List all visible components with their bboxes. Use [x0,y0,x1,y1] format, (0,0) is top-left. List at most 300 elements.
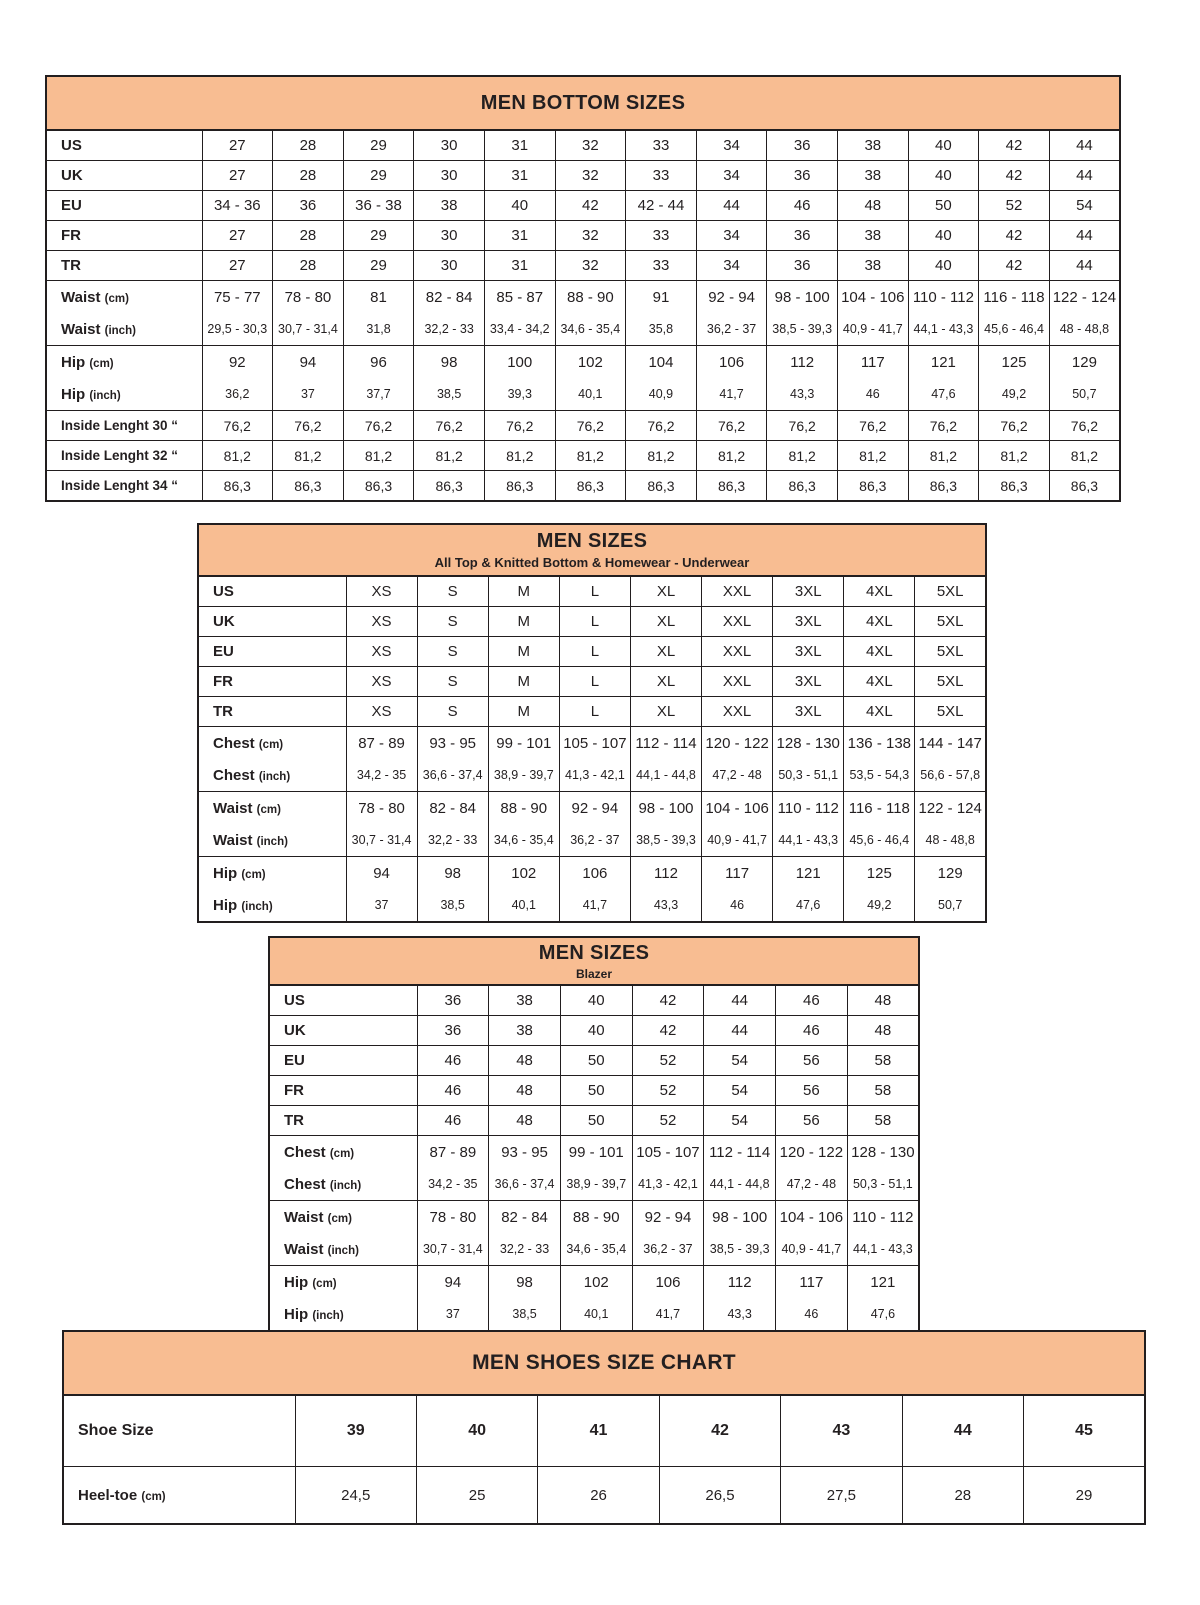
row-label-text: FR [213,673,233,690]
value-cell: 32 [555,251,626,281]
men-bottom-sizes-table [45,75,1121,502]
value-cell: 44 [902,1395,1023,1467]
value-cell: 50,7 [1049,378,1120,411]
row-label-text: Waist [61,320,105,338]
table-row [269,1046,919,1076]
value-cell: 86,3 [696,471,767,502]
value-cell: 112 [630,857,701,890]
value-cell: 30,7 - 31,4 [417,1233,489,1266]
value-cell: 34 - 36 [202,191,273,221]
value-cell: 86,3 [1049,471,1120,502]
table-row [269,1233,919,1266]
value-cell: 33 [626,251,697,281]
value-cell: 38 [837,221,908,251]
value-cell: 76,2 [273,411,344,441]
men-shoes-size-chart-header [63,1331,1145,1395]
value-cell: 30 [414,221,485,251]
table-row [269,1168,919,1201]
value-cell: 38,5 [417,889,488,922]
value-cell: 46 [702,889,773,922]
value-cell: 27,5 [781,1467,902,1525]
value-cell: 47,2 - 48 [776,1168,848,1201]
value-cell: 33 [626,221,697,251]
table-row [269,1298,919,1331]
row-group [46,281,1120,346]
value-cell: 52 [632,1106,704,1136]
value-cell: 44,1 - 43,3 [908,313,979,346]
row-label [46,313,202,346]
row-label-text: US [213,583,234,600]
value-cell: 3XL [773,697,844,727]
value-cell: 44,1 - 44,8 [630,759,701,792]
table-row [198,697,986,727]
value-cell: 43,3 [767,378,838,411]
value-cell: 54 [1049,191,1120,221]
value-cell: 3XL [773,667,844,697]
value-cell: 29 [343,161,414,191]
value-cell: 120 - 122 [776,1136,848,1169]
row-group [63,1467,1145,1525]
row-group [198,792,986,857]
value-cell: 78 - 80 [273,281,344,314]
row-label-unit: (cm) [141,1490,166,1503]
value-cell: 40 [908,161,979,191]
value-cell: 46 [417,1076,489,1106]
row-label [46,191,202,221]
value-cell: 128 - 130 [847,1136,919,1169]
value-cell: 36 - 38 [343,191,414,221]
row-label-unit: (inch) [329,1179,362,1192]
table-row [198,637,986,667]
value-cell: 50 [560,1046,632,1076]
value-cell: 49,2 [979,378,1050,411]
value-cell: 24,5 [295,1467,416,1525]
value-cell: 40 [484,191,555,221]
value-cell: 76,2 [626,411,697,441]
value-cell: 121 [908,346,979,379]
men-sizes-blazer-subtitle: Blazer [575,966,613,981]
men-bottom-sizes-header [46,76,1120,130]
value-cell: 44 [696,191,767,221]
row-label-text: UK [61,167,83,184]
value-cell: 87 - 89 [417,1136,489,1169]
value-cell: 29 [343,130,414,161]
value-cell: 43 [781,1395,902,1467]
value-cell: 29,5 - 30,3 [202,313,273,346]
row-label [269,1076,417,1106]
value-cell: 110 - 112 [847,1201,919,1234]
value-cell: 121 [847,1266,919,1299]
men-sizes-blazer-table [268,936,920,1332]
value-cell: 41,3 - 42,1 [559,759,630,792]
row-label-unit: (inch) [104,324,136,337]
value-cell: 28 [273,130,344,161]
row-label [46,441,202,471]
value-cell: 31 [484,161,555,191]
value-cell: 54 [704,1106,776,1136]
row-label [198,792,346,825]
row-label-unit: (cm) [327,1212,352,1225]
row-label-text: TR [284,1112,304,1129]
row-label-text: Hip [213,896,242,914]
value-cell: 45 [1024,1395,1145,1467]
value-cell: 92 - 94 [696,281,767,314]
row-label-unit: (cm) [241,868,266,881]
table-row [46,313,1120,346]
row-group [269,985,919,1016]
value-cell: XXL [702,576,773,607]
value-cell: 48 [847,985,919,1016]
value-cell: 86,3 [555,471,626,502]
value-cell: 40 [560,1016,632,1046]
value-cell: 106 [559,857,630,890]
row-label [198,889,346,922]
value-cell: 34,2 - 35 [417,1168,489,1201]
value-cell: 43,3 [630,889,701,922]
value-cell: 27 [202,251,273,281]
row-label-text: US [61,137,82,154]
value-cell: 41,7 [559,889,630,922]
row-group [198,697,986,727]
value-cell: 40 [908,130,979,161]
row-label [198,857,346,890]
row-label-unit: (inch) [312,1309,344,1322]
value-cell: 40,9 - 41,7 [702,824,773,857]
row-label-text: Inside Lenght 34 “ [61,478,179,493]
value-cell: 117 [702,857,773,890]
value-cell: 48 [489,1106,561,1136]
value-cell: S [417,697,488,727]
value-cell: 42 [659,1395,780,1467]
value-cell: 27 [202,130,273,161]
value-cell: 49,2 [844,889,915,922]
value-cell: 37 [273,378,344,411]
value-cell: 38 [489,985,561,1016]
row-label-text: UK [284,1022,306,1039]
value-cell: 30,7 - 31,4 [346,824,417,857]
value-cell: 30 [414,161,485,191]
table-row [46,130,1120,161]
table-row [46,191,1120,221]
table-row [198,727,986,760]
value-cell: 116 - 118 [979,281,1050,314]
row-label-text: Waist [61,288,105,306]
row-label-text: FR [284,1082,304,1099]
value-cell: 34,6 - 35,4 [488,824,559,857]
value-cell: 46 [767,191,838,221]
row-label-text: Hip [213,864,242,882]
value-cell: 76,2 [484,411,555,441]
value-cell: 46 [417,1106,489,1136]
value-cell: 129 [915,857,986,890]
table-row [269,1201,919,1234]
value-cell: 40,9 [626,378,697,411]
value-cell: 33,4 - 34,2 [484,313,555,346]
value-cell: 42 [979,130,1050,161]
value-cell: 121 [773,857,844,890]
value-cell: 36 [273,191,344,221]
row-label-text: Chest [213,766,259,784]
men-sizes-blazer-header [269,937,919,985]
value-cell: 94 [346,857,417,890]
value-cell: 4XL [844,637,915,667]
value-cell: 33 [626,161,697,191]
value-cell: 94 [273,346,344,379]
value-cell: 98 [417,857,488,890]
row-label-unit: (inch) [89,389,121,402]
value-cell: 45,6 - 46,4 [979,313,1050,346]
value-cell: 136 - 138 [844,727,915,760]
value-cell: 125 [844,857,915,890]
value-cell: 76,2 [1049,411,1120,441]
row-label [198,576,346,607]
value-cell: 5XL [915,637,986,667]
row-group [46,191,1120,221]
value-cell: 47,6 [773,889,844,922]
row-label-text: Inside Lenght 30 “ [61,418,179,433]
value-cell: 92 - 94 [559,792,630,825]
value-cell: 81,2 [273,441,344,471]
value-cell: 50,3 - 51,1 [847,1168,919,1201]
row-label [198,824,346,857]
value-cell: 82 - 84 [414,281,485,314]
value-cell: 36,2 - 37 [632,1233,704,1266]
value-cell: 81,2 [484,441,555,471]
value-cell: S [417,667,488,697]
value-cell: 5XL [915,607,986,637]
value-cell: 42 [979,161,1050,191]
value-cell: 86,3 [273,471,344,502]
value-cell: 52 [979,191,1050,221]
value-cell: 102 [555,346,626,379]
value-cell: 81,2 [979,441,1050,471]
value-cell: 44 [704,1016,776,1046]
row-group [46,130,1120,161]
value-cell: 117 [837,346,908,379]
row-group [198,607,986,637]
value-cell: 38 [837,130,908,161]
value-cell: 54 [704,1076,776,1106]
value-cell: XXL [702,607,773,637]
value-cell: 32 [555,221,626,251]
value-cell: 42 [979,221,1050,251]
table-row [269,1106,919,1136]
value-cell: 128 - 130 [773,727,844,760]
row-label-text: Waist [213,831,257,849]
value-cell: 40 [560,985,632,1016]
row-label [198,727,346,760]
value-cell: 40,9 - 41,7 [837,313,908,346]
row-group [198,637,986,667]
value-cell: 81,2 [767,441,838,471]
value-cell: 31 [484,130,555,161]
row-label [46,346,202,379]
men-bottom-sizes-title: MEN BOTTOM SIZES [480,91,686,114]
row-label [63,1467,295,1525]
value-cell: 144 - 147 [915,727,986,760]
value-cell: 98 [414,346,485,379]
table-row [63,1467,1145,1525]
value-cell: 104 [626,346,697,379]
value-cell: 36,2 [202,378,273,411]
value-cell: 36,2 - 37 [696,313,767,346]
value-cell: 56 [776,1076,848,1106]
value-cell: 94 [417,1266,489,1299]
row-group [46,221,1120,251]
men-sizes-top-title: MEN SIZES [536,530,648,552]
value-cell: 52 [632,1046,704,1076]
table-row [46,441,1120,471]
table-row [198,824,986,857]
row-label [198,697,346,727]
table-row [198,576,986,607]
value-cell: 26 [538,1467,659,1525]
value-cell: 40 [908,251,979,281]
value-cell: S [417,637,488,667]
value-cell: 45,6 - 46,4 [844,824,915,857]
men-sizes-blazer-title: MEN SIZES [538,941,650,964]
value-cell: 86,3 [979,471,1050,502]
value-cell: 38,5 [414,378,485,411]
value-cell: XL [630,637,701,667]
value-cell: 36 [767,251,838,281]
row-label [46,471,202,502]
value-cell: 36 [767,221,838,251]
value-cell: 32,2 - 33 [489,1233,561,1266]
row-label [269,1106,417,1136]
men-sizes-top-table [197,523,987,923]
value-cell: 100 [484,346,555,379]
value-cell: M [488,637,559,667]
table-row [46,161,1120,191]
row-label [46,161,202,191]
value-cell: 43,3 [704,1298,776,1331]
value-cell: 76,2 [343,411,414,441]
table-row [269,985,919,1016]
value-cell: L [559,607,630,637]
table-row [198,759,986,792]
value-cell: 129 [1049,346,1120,379]
value-cell: M [488,697,559,727]
value-cell: 76,2 [696,411,767,441]
row-label-text: EU [284,1052,305,1069]
row-label [198,759,346,792]
value-cell: 122 - 124 [1049,281,1120,314]
value-cell: 36,2 - 37 [559,824,630,857]
value-cell: XL [630,607,701,637]
value-cell: 42 [632,1016,704,1046]
value-cell: 105 - 107 [632,1136,704,1169]
value-cell: 46 [776,1016,848,1046]
value-cell: XXL [702,697,773,727]
value-cell: 48 - 48,8 [915,824,986,857]
row-label-text: UK [213,613,235,630]
row-label-text: Hip [61,385,90,403]
value-cell: 29 [1024,1467,1145,1525]
row-label-unit: (cm) [89,357,114,370]
value-cell: 3XL [773,637,844,667]
value-cell: 56,6 - 57,8 [915,759,986,792]
row-label-text: TR [213,703,233,720]
row-group [269,1046,919,1076]
row-label-unit: (cm) [312,1277,337,1290]
row-label [269,1233,417,1266]
value-cell: 34 [696,130,767,161]
row-label [46,411,202,441]
value-cell: 47,6 [847,1298,919,1331]
value-cell: 78 - 80 [417,1201,489,1234]
value-cell: 34 [696,251,767,281]
value-cell: 30,7 - 31,4 [273,313,344,346]
value-cell: XS [346,697,417,727]
value-cell: 36 [417,985,489,1016]
value-cell: 50,3 - 51,1 [773,759,844,792]
value-cell: 104 - 106 [837,281,908,314]
value-cell: 36,6 - 37,4 [489,1168,561,1201]
table-row [46,411,1120,441]
row-label [269,1298,417,1331]
value-cell: 58 [847,1046,919,1076]
value-cell: 44 [1049,221,1120,251]
row-group [46,346,1120,411]
value-cell: L [559,667,630,697]
value-cell: 39,3 [484,378,555,411]
row-group [198,576,986,607]
row-label [198,637,346,667]
value-cell: 40,1 [555,378,626,411]
value-cell: 34 [696,161,767,191]
value-cell: 86,3 [343,471,414,502]
value-cell: 34,2 - 35 [346,759,417,792]
table-row [198,857,986,890]
value-cell: 33 [626,130,697,161]
value-cell: XXL [702,637,773,667]
value-cell: 82 - 84 [417,792,488,825]
row-label [46,221,202,251]
value-cell: 5XL [915,667,986,697]
table-row [269,1076,919,1106]
row-label-unit: (cm) [104,292,129,305]
value-cell: 91 [626,281,697,314]
value-cell: 86,3 [837,471,908,502]
row-label-text: Chest [284,1175,330,1193]
value-cell: 54 [704,1046,776,1076]
row-label-text: Heel-toe [78,1486,142,1504]
value-cell: 34,6 - 35,4 [560,1233,632,1266]
value-cell: 29 [343,251,414,281]
value-cell: 106 [632,1266,704,1299]
value-cell: 27 [202,221,273,251]
row-label [269,1016,417,1046]
value-cell: 125 [979,346,1050,379]
value-cell: 44 [1049,251,1120,281]
value-cell: 37 [417,1298,489,1331]
value-cell: 112 [767,346,838,379]
value-cell: 81,2 [1049,441,1120,471]
value-cell: 93 - 95 [417,727,488,760]
value-cell: 46 [837,378,908,411]
value-cell: 25 [416,1467,537,1525]
value-cell: 3XL [773,576,844,607]
value-cell: 34,6 - 35,4 [555,313,626,346]
row-label-unit: (cm) [258,738,284,751]
value-cell: 81,2 [696,441,767,471]
value-cell: 76,2 [414,411,485,441]
value-cell: 120 - 122 [702,727,773,760]
value-cell: 32,2 - 33 [417,824,488,857]
value-cell: 4XL [844,697,915,727]
row-group [269,1016,919,1046]
